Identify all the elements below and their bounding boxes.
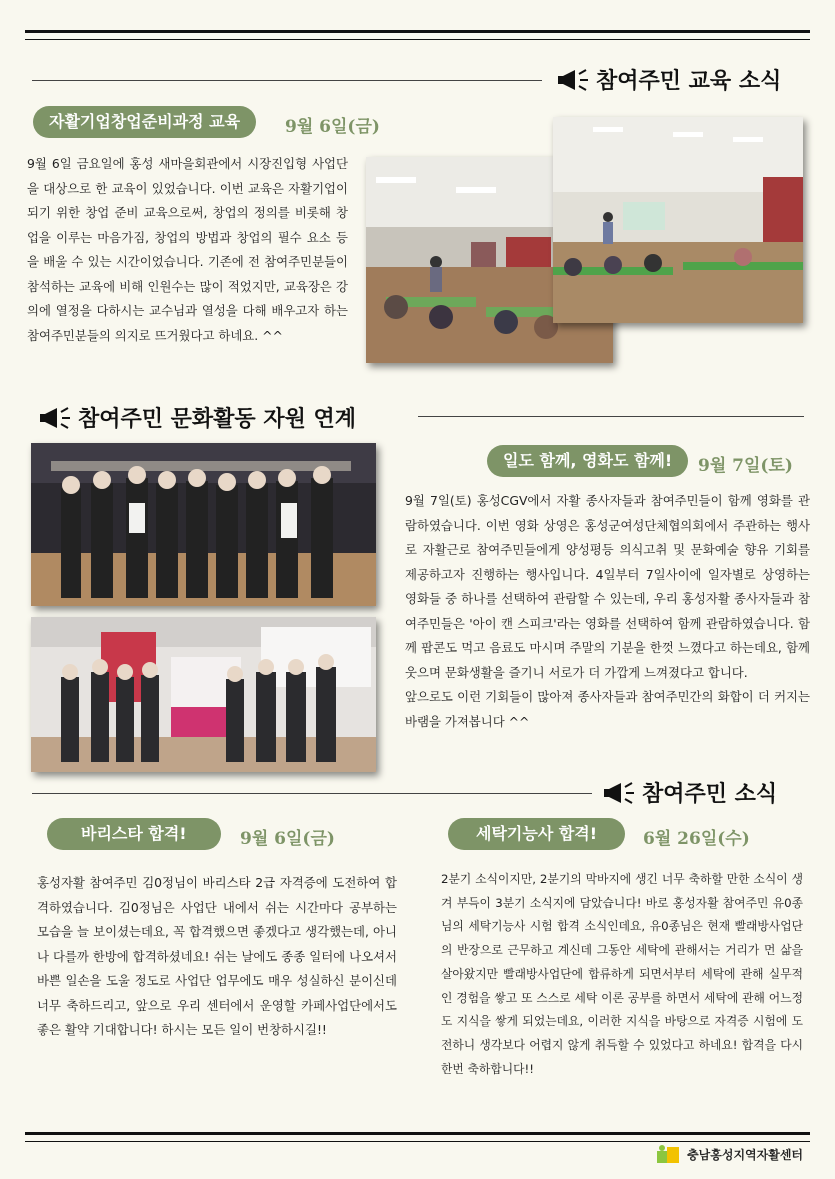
date-education: 9월 6일(금) bbox=[285, 117, 380, 137]
date-movie: 9월 7일(토) bbox=[698, 456, 793, 476]
section-title-education: 참여주민 교육 소식 bbox=[556, 64, 781, 95]
megaphone-icon bbox=[38, 406, 72, 430]
top-rule bbox=[25, 30, 810, 40]
body-barista: 홍성자활 참여주민 김0정님이 바리스타 2급 자격증에 도전하여 합격하였습니다. 김0정님은 사업단 내에서 쉬는 시간마다 공부하는 모습을 늘 보이셨는데요, 꼭 합격했으면 좋겠다고 생각했는데, 아니나 다를까 한방에 합격하셨네요! 쉬는 날에도 종종 일터에 나오셔서 바쁜 일손을 도울 정도로 사업단 업무에도 매우 성실하신 분이신데 너무 축하드리고, 앞으로 우리 센터에서 운영할 카페사업단에서도 좋은 활약 기대합니다! 하시는 모든 일이 번창하시길!! bbox=[37, 875, 397, 1037]
megaphone-icon bbox=[602, 781, 636, 805]
date-laundry: 6월 26일(수) bbox=[643, 829, 750, 849]
section-divider bbox=[32, 80, 542, 81]
body-laundry: 2분기 소식이지만, 2분기의 막바지에 생긴 너무 축하할 만한 소식이 생겨 부득이 3분기 소식지에 담았습니다! 바로 홍성자활 참여주민 유0종님의 세탁기능사 시험 합격 소식인데요, 유0종님은 현재 빨래방사업단의 반장으로 근무하고 계신데 그동안 세탁에 관해서는 거리가 먼 삶을 살아왔지만 빨래방사업단에 합류하게 되면서부터 세탁에 관해 실무적인 경험을 쌓고 또 스스로 세탁 이론 공부를 하면서 세탁에 관해 어느정도 지식을 쌓게 되었는데요, 이러한 지식을 바탕으로 자격증 시험에 도전하니 생각보다 어렵지 않게 취득할 수 있었다고 하네요! 합격을 다시 한번 축하합니다!! bbox=[441, 872, 803, 1076]
section-title-resident-news: 참여주민 소식 bbox=[602, 777, 777, 808]
badge-laundry: 세탁기능사 합격! bbox=[448, 818, 625, 850]
section-divider bbox=[32, 793, 592, 794]
section-divider bbox=[418, 416, 804, 417]
photo-cinema-group-1 bbox=[31, 443, 376, 606]
center-logo-icon bbox=[655, 1143, 681, 1165]
footer-logo: 충남홍성지역자활센터 bbox=[655, 1143, 803, 1165]
photo-cinema-group-2 bbox=[31, 617, 376, 772]
body-movie: 9월 7일(토) 홍성CGV에서 자활 종사자들과 참여주민들이 함께 영화를 관람하였습니다. 이번 영화 상영은 홍성군여성단체협의회에서 주관하는 행사로 자활근로 참여주민들에게 양성평등 의식고취 및 문화예술 향유 기회를 제공하고자 진행하는 행사입니다. 4일부터 7일사이에 일자별로 상영하는 영화들 중 하나를 선택하여 관람할 수 있는데, 우리 홍성자활 종사자들과 참여주민들은 '아이 캔 스피크'라는 영화를 선택하여 함께 관람하였습니다. 함께 팝콘도 먹고 음료도 마시며 주말의 기분을 한껏 느꼈다고 하는데요, 함께 웃으며 문화생활을 즐기니 서로가 더 가깝게 느껴졌다고 합니다. 앞으로도 이런 기회들이 많아져 종사자들과 참여주민간의 화합이 더 커지는 바램을 가져봅니다 ^^ bbox=[405, 493, 810, 729]
date-barista: 9월 6일(금) bbox=[240, 829, 335, 849]
badge-startup-education: 자활기업창업준비과정 교육 bbox=[33, 106, 256, 138]
body-education: 9월 6일 금요일에 홍성 새마을회관에서 시장진입형 사업단을 대상으로 한 교육이 있었습니다. 이번 교육은 자활기업이 되기 위한 창업 준비 교육으로써, 창업의 정의를 비롯해 창업을 이루는 마음가짐, 창업의 방법과 창업의 필수 요소 등을 배울 수 있는 시간이었습니다. 기존에 전 참여주민분들이 참석하는 교육에 비해 인원수는 많이 적었지만, 교육장은 강의에 열정을 다하시는 교수님과 열성을 다해 배우고자 하는 참여주민분들의 의지로 뜨거웠다고 하네요. ^^ bbox=[27, 156, 348, 343]
bottom-rule bbox=[25, 1132, 810, 1142]
badge-barista: 바리스타 합격! bbox=[47, 818, 221, 850]
badge-movie-together: 일도 함께, 영화도 함께! bbox=[487, 445, 688, 477]
megaphone-icon bbox=[556, 68, 590, 92]
photo-classroom-2 bbox=[553, 117, 803, 323]
section-title-culture: 참여주민 문화활동 자원 연계 bbox=[38, 402, 356, 433]
